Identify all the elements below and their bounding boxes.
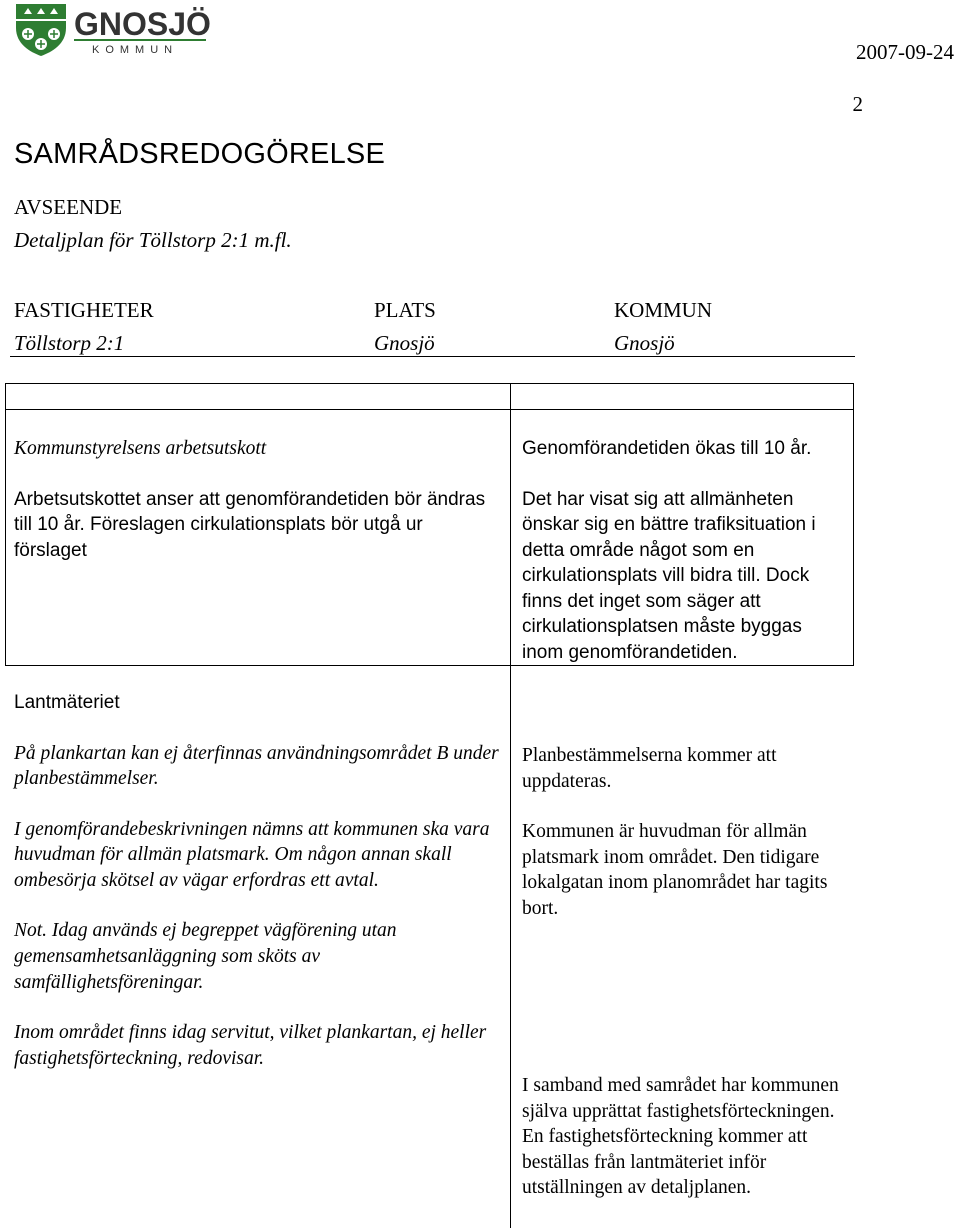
comment-paragraph: På plankartan kan ej återfinnas användningsområdet B under planbestämmelser. [14,742,499,790]
document-date: 2007-09-24 [856,40,954,64]
response-paragraph: I samband med samrådet har kommunen själva upprättat fastighetsförteckningen. En fastighetsförteckning kommer att beställas från lantmäteriet inför utställningen av detaljplanen. [522,1075,839,1199]
table-border-right [853,383,854,666]
value-fastigheter: Töllstorp 2:1 [14,331,125,355]
comment-paragraph: Not. Idag används ej begreppet vägförening utan gemensamhetsanläggning som sköts av samfällighetsföreningar. [14,920,397,993]
header-kommun: KOMMUN [614,298,713,322]
commenter-name: Lantmäteriet [14,692,120,713]
header-fastigheter: FASTIGHETER [14,298,154,322]
comment-row-2-right-note [522,1073,844,1201]
commenter-name: Kommunstyrelsens arbetsutskott [14,438,267,459]
avseende-label: AVSEENDE [14,195,123,219]
response-paragraph: Det har visat sig att allmänheten önskar sig en bättre trafiksituation i detta område något som en cirkulationsplats vill bidra till. Dock finns det inget som säger att cirkulationsplatsen måste byggas inom genomförandetiden. [522,488,816,663]
comment-row-1-right [522,436,844,665]
value-kommun: Gnosjö [614,331,675,355]
response-paragraph: Genomförandetiden ökas till 10 år. [522,438,812,459]
municipality-logo [14,2,210,58]
avseende-value: Detaljplan för Töllstorp 2:1 m.fl. [14,228,292,252]
comment-paragraph: I genomförandebeskrivningen nämns att kommunen ska vara huvudman för allmän platsmark. Om någon annan skall ombesörja skötsel av vägar erfordras ett avtal. [14,818,490,891]
value-plats: Gnosjö [374,331,435,355]
comment-paragraph: Inom området finns idag servitut, vilket plankartan, ej heller fastighetsförteckning, redovisar. [14,1022,487,1069]
table-column-divider [510,383,511,1228]
comment-row-2-left [14,690,501,1071]
logo-name: GNOSJÖ [74,6,210,42]
response-paragraph: Kommunen är huvudman för allmän platsmark inom området. Den tidigare lokalgatan inom planområdet har tagits bort. [522,821,828,919]
response-paragraph: Planbestämmelserna kommer att uppdateras. [522,745,777,792]
comments-table [5,383,854,1228]
comment-row-2-right [522,743,844,922]
table-header-row-line [5,409,854,410]
comment-text: Arbetsutskottet anser att genomförandetiden bör ändras till 10 år. Föreslagen cirkulationsplats bör utgå ur förslaget [14,488,486,561]
logo-subtitle: KOMMUN [92,44,179,56]
page-number: 2 [852,92,863,116]
header-plats: PLATS [374,298,436,322]
header-divider [10,356,855,357]
coat-of-arms-icon [16,4,66,56]
table-border-top [5,383,854,384]
comment-row-1-left [14,436,494,563]
table-row-divider [5,665,854,666]
table-border-left [5,383,6,666]
document-title: SAMRÅDSREDOGÖRELSE [14,138,386,170]
